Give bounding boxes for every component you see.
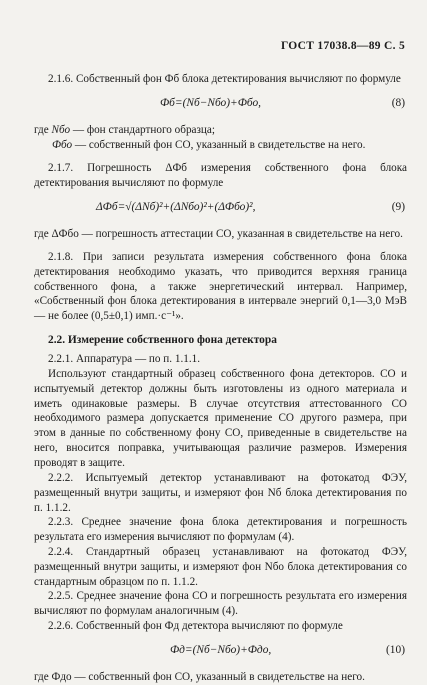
formula-9 bbox=[40, 201, 405, 219]
paragraph-2-2-4: 2.2.4. Стандартный образец устанавливают на фотокатод ФЭУ, размещенный внутри защиты, и измеряют фон Nбо блока детектирования со стандартным образцом по п. 1.1.2. bbox=[34, 546, 407, 588]
paragraph-2-2-2: 2.2.2. Испытуемый детектор устанавливают на фотокатод ФЭУ, размещенный внутри защиты, и измеряют фон Nб блока детектирования по п. 1.1.2. bbox=[34, 472, 407, 514]
formula-9-legend: где ΔФбо — погрешность аттестации СО, указанная в свидетельстве на него. bbox=[34, 228, 403, 240]
paragraph-2-2-1-body: Используют стандартный образец собственного фона детекторов. СО и испытуемый детектор должны быть изготовлены из одного материала и иметь одинаковые размеры. В случае отсутствия аттестованного СО необходимого размера допускается применение СО другого размера, при этом в данные по собственному фону СО, приведенные в свидетельстве на него, вносится поправка, учитывающая различие размеров. Измерения проводят в защите. bbox=[34, 368, 407, 469]
formula-10 bbox=[40, 644, 405, 662]
legend-desc-1: — фон стандартного образца; bbox=[72, 124, 215, 136]
formula-10-expression: Фд=(Nб−Nбо)+Фдо, bbox=[170, 644, 272, 656]
formula-10-legend: где Фдо — собственный фон СО, указанный в свидетельстве на него. bbox=[34, 671, 365, 683]
legend-term-1: Nбо bbox=[51, 124, 71, 136]
formula-8-number: (8) bbox=[391, 97, 405, 109]
section-heading-2-2: 2.2. Измерение собственного фона детектора bbox=[48, 334, 277, 346]
formula-8-legend bbox=[34, 123, 407, 153]
formula-9-number: (9) bbox=[391, 201, 405, 213]
paragraph-2-1-6: 2.1.6. Собственный фон Фб блока детектирования вычисляют по формуле bbox=[48, 73, 401, 85]
formula-8 bbox=[40, 97, 405, 115]
legend-desc-2: — собственный фон СО, указанный в свидетельстве на него. bbox=[74, 138, 366, 151]
paragraph-2-2-6: 2.2.6. Собственный фон Фд детектора вычисляют по формуле bbox=[48, 620, 343, 632]
paragraph-2-1-8: 2.1.8. При записи результата измерения собственного фона блока детектирования необходимо указать, что приводится верхняя граница собственного фона, а также энергетический интервал. Например, «Собственный фон блока детектирования в интервале энергий 0,1—3,0 МэВ — не более (0,5±0,1) имп.·с⁻¹». bbox=[34, 251, 407, 323]
paragraph-2-2-1: 2.2.1. Аппаратура — по п. 1.1.1. bbox=[48, 353, 201, 365]
formula-9-expression: ΔФб=√(ΔNб)²+(ΔNбо)²+(ΔФбо)², bbox=[96, 201, 256, 213]
paragraph-2-2-3: 2.2.3. Среднее значение фона блока детектирования и погрешность результата его измерения вычисляют по формулам (4). bbox=[34, 516, 407, 543]
where-prefix: где bbox=[34, 124, 49, 136]
paragraph-2-1-7: 2.1.7. Погрешность ΔФб измерения собственного фона блока детектирования вычисляют по формуле bbox=[34, 162, 407, 189]
formula-8-expression: Фб=(Nб−Nбо)+Фбо, bbox=[160, 97, 262, 109]
page-header: ГОСТ 17038.8—89 С. 5 bbox=[280, 40, 405, 52]
paragraph-2-2-5: 2.2.5. Среднее значение фона СО и погрешность результата его измерения вычисляют по формулам аналогичным (4). bbox=[34, 590, 407, 617]
formula-10-number: (10) bbox=[386, 644, 405, 656]
legend-term-2: Фбо bbox=[52, 138, 73, 151]
